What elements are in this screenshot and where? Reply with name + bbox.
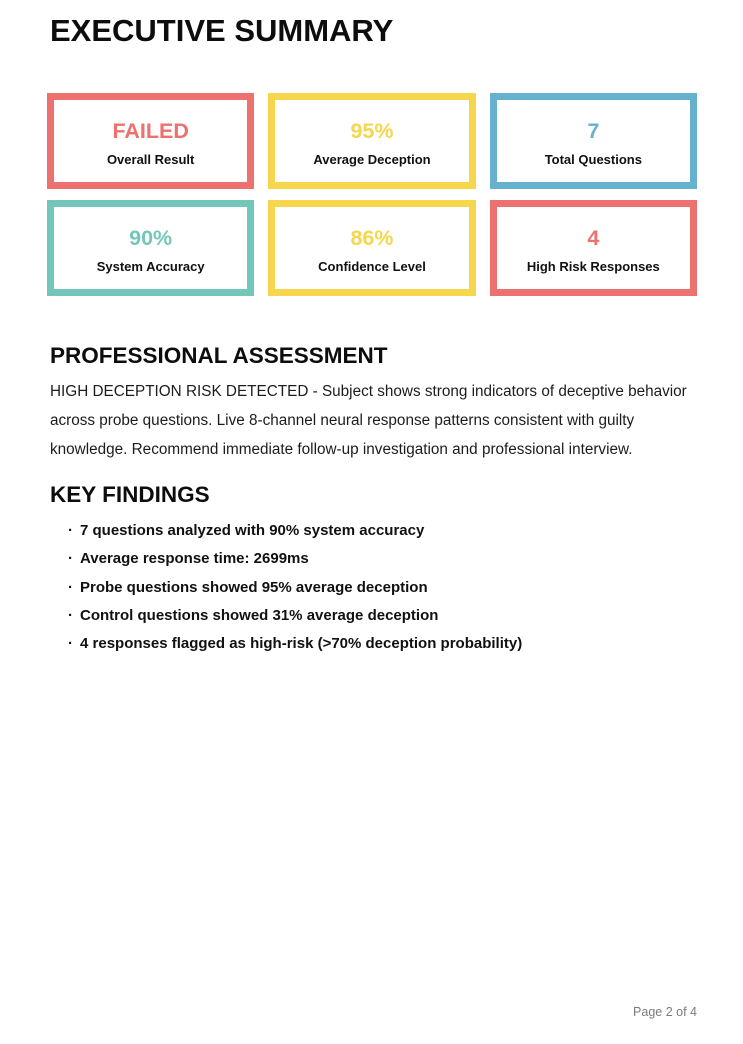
section-heading-findings: KEY FINDINGS	[50, 482, 210, 507]
metric-card-total-questions	[490, 93, 697, 189]
summary-cards	[47, 93, 697, 296]
metric-value: 90%	[129, 226, 173, 250]
assessment-body: HIGH DECEPTION RISK DETECTED - Subject shows strong indicators of deceptive behavior across probe questions. Live 8-channel neural response patterns consistent with guilty knowledge. Recommend immediate follow-up investigation and professional interview.	[50, 383, 687, 458]
findings-list	[68, 517, 522, 658]
bullet-marker: ·	[68, 522, 73, 539]
bullet-marker: ·	[68, 550, 73, 568]
metric-value: 95%	[350, 119, 394, 143]
metric-label: System Accuracy	[96, 258, 205, 274]
metric-card-average-deception	[268, 93, 475, 189]
page-number: Page 2 of 4	[633, 1005, 697, 1019]
metric-card-overall-result	[47, 93, 254, 189]
bullet-marker: ·	[68, 578, 73, 596]
metric-value: 4	[587, 226, 600, 250]
bullet-marker: ·	[68, 635, 73, 653]
metric-label: Overall Result	[106, 151, 195, 167]
finding-text: 7 questions analyzed with 90% system accuracy	[80, 522, 425, 539]
metric-value: 7	[587, 119, 600, 143]
metric-label: Confidence Level	[318, 258, 426, 274]
metric-card-system-accuracy	[47, 200, 254, 296]
finding-item	[68, 545, 522, 573]
metric-card-high-risk-responses	[490, 200, 697, 296]
metric-value: FAILED	[112, 119, 189, 143]
finding-item	[68, 630, 522, 658]
finding-item	[68, 602, 522, 630]
finding-item	[68, 574, 522, 602]
finding-item	[68, 517, 522, 545]
bullet-marker: ·	[68, 606, 73, 624]
metric-card-confidence-level	[268, 200, 475, 296]
metric-value: 86%	[350, 226, 394, 250]
finding-text: Average response time: 2699ms	[80, 550, 309, 568]
finding-text: Control questions showed 31% average deception	[80, 606, 439, 624]
metric-label: High Risk Responses	[526, 258, 660, 274]
metric-label: Total Questions	[544, 151, 642, 167]
finding-text: Probe questions showed 95% average deception	[80, 578, 428, 596]
metric-label: Average Deception	[313, 151, 431, 167]
page-title: EXECUTIVE SUMMARY	[50, 13, 394, 48]
finding-text: 4 responses flagged as high-risk (>70% deception probability)	[80, 635, 523, 653]
section-heading-assessment: PROFESSIONAL ASSESSMENT	[50, 343, 388, 368]
